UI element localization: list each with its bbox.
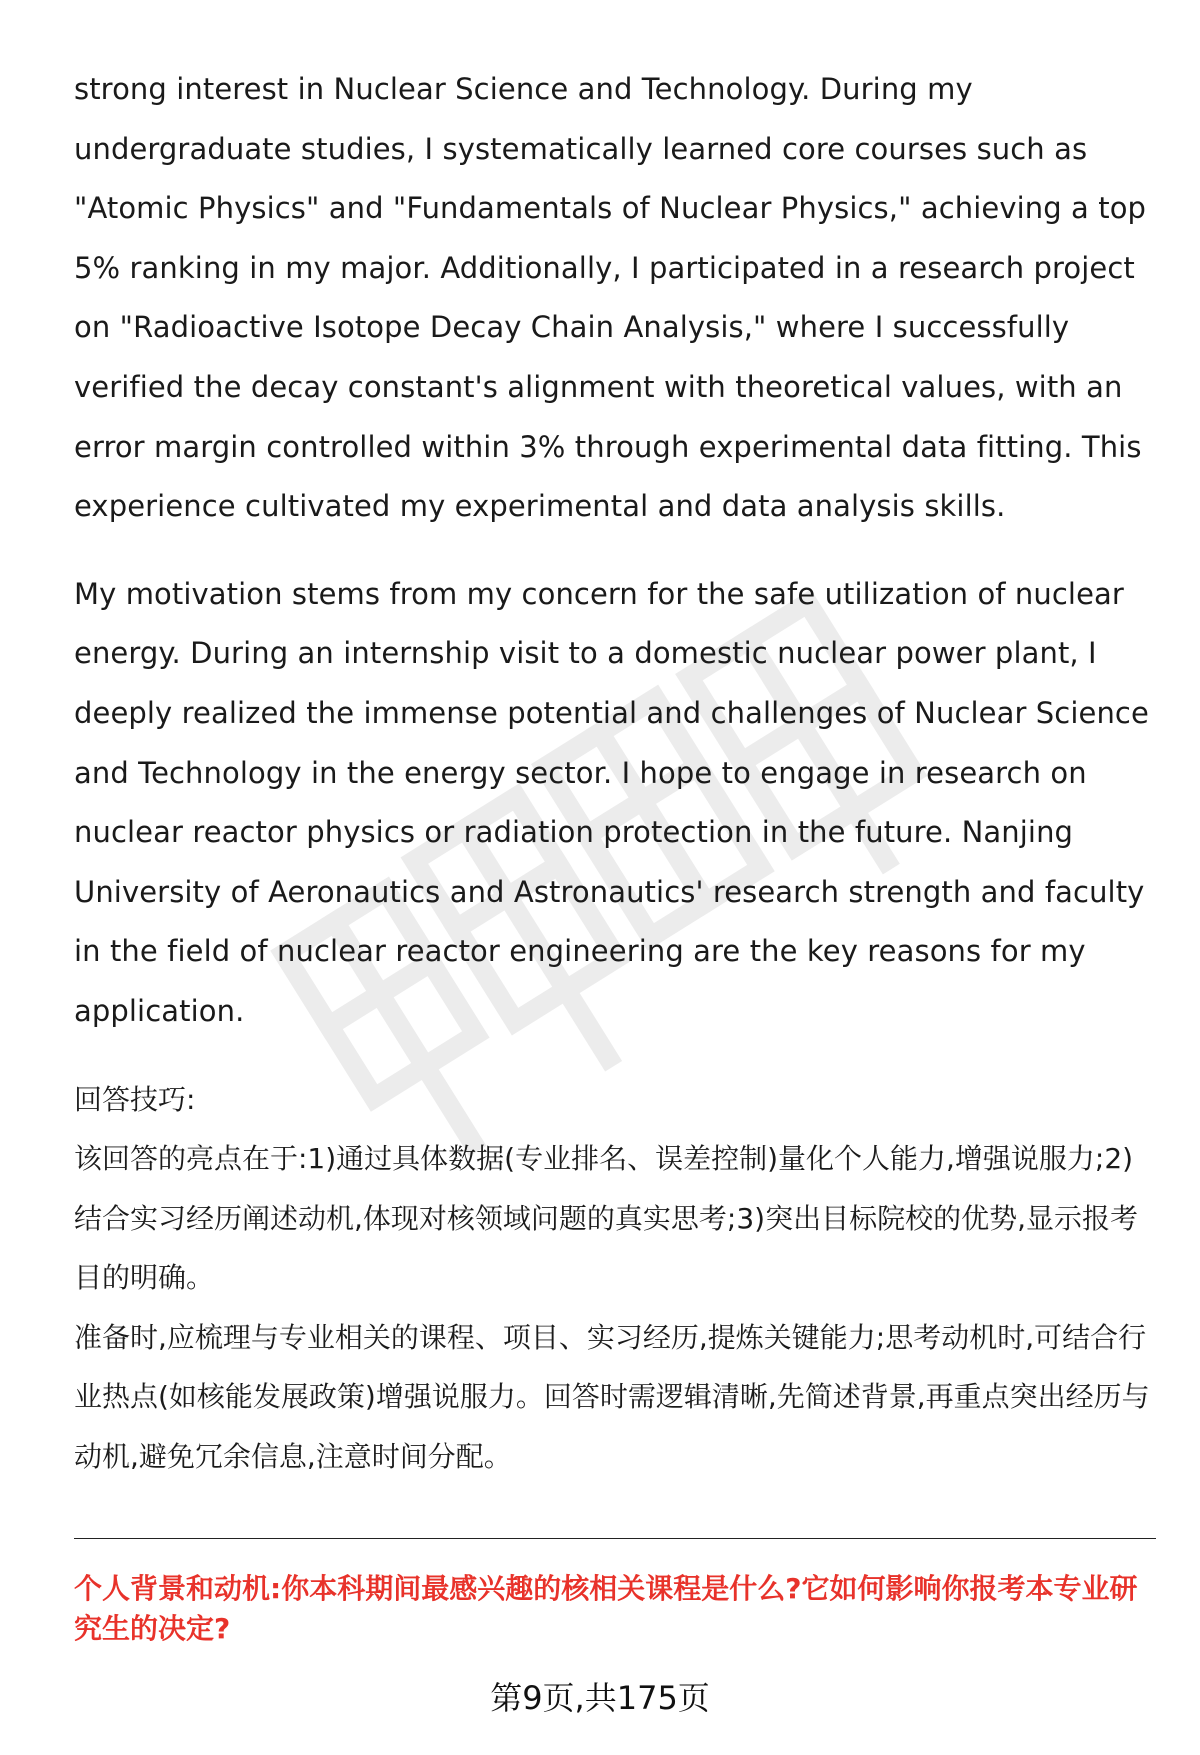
- answer-paragraph-2: My motivation stems from my concern for the safe utilization of nuclear energy. During an internship visit to a domestic nuclear power plant, I deeply realized the immense potential and challenges of Nuclear Science and Technology in the energy sector. I hope to engage in research on nuclear reactor physics or radiation protection in the future. Nanjing University of Aeronautics and Astronautics' research strength and faculty in the field of nuclear reactor engineering are the key reasons for my application.: [74, 576, 1149, 1028]
- answer-paragraph-1: strong interest in Nuclear Science and Technology. During my undergraduate studies, I systematically learned core courses such as "Atomic Physics" and "Fundamentals of Nuclear Physics," achieving a top 5% ranking in my major. Additionally, I participated in a research project on "Radioactive Isotope Decay Chain Analysis," where I successfully verified the decay constant's alignment with theoretical values, with an error margin controlled within 3% through experimental data fitting. This experience cultivated my experimental and data analysis skills.: [74, 72, 1147, 524]
- main-content: [74, 60, 1154, 1486]
- page-number: 第9页,共175页: [490, 1679, 710, 1717]
- tips-preparation: 准备时,应梳理与专业相关的课程、项目、实习经历,提炼关键能力;思考动机时,可结合行业热点(如核能发展政策)增强说服力。回答时需逻辑清晰,先简述背景,再重点突出经历与动机,避免冗余信息,注意时间分配。: [74, 1320, 1150, 1473]
- tips-heading: 回答技巧:: [74, 1082, 196, 1116]
- tips-highlight: 该回答的亮点在于:1)通过具体数据(专业排名、误差控制)量化个人能力,增强说服力;2)结合实习经历阐述动机,体现对核领域问题的真实思考;3)突出目标院校的优势,显示报考目的明确。: [74, 1142, 1138, 1294]
- answer-tips: [74, 1070, 1154, 1487]
- section-divider: [74, 1538, 1156, 1539]
- next-question-title: 个人背景和动机:你本科期间最感兴趣的核相关课程是什么?它如何影响你报考本专业研究生的决定?: [74, 1572, 1138, 1645]
